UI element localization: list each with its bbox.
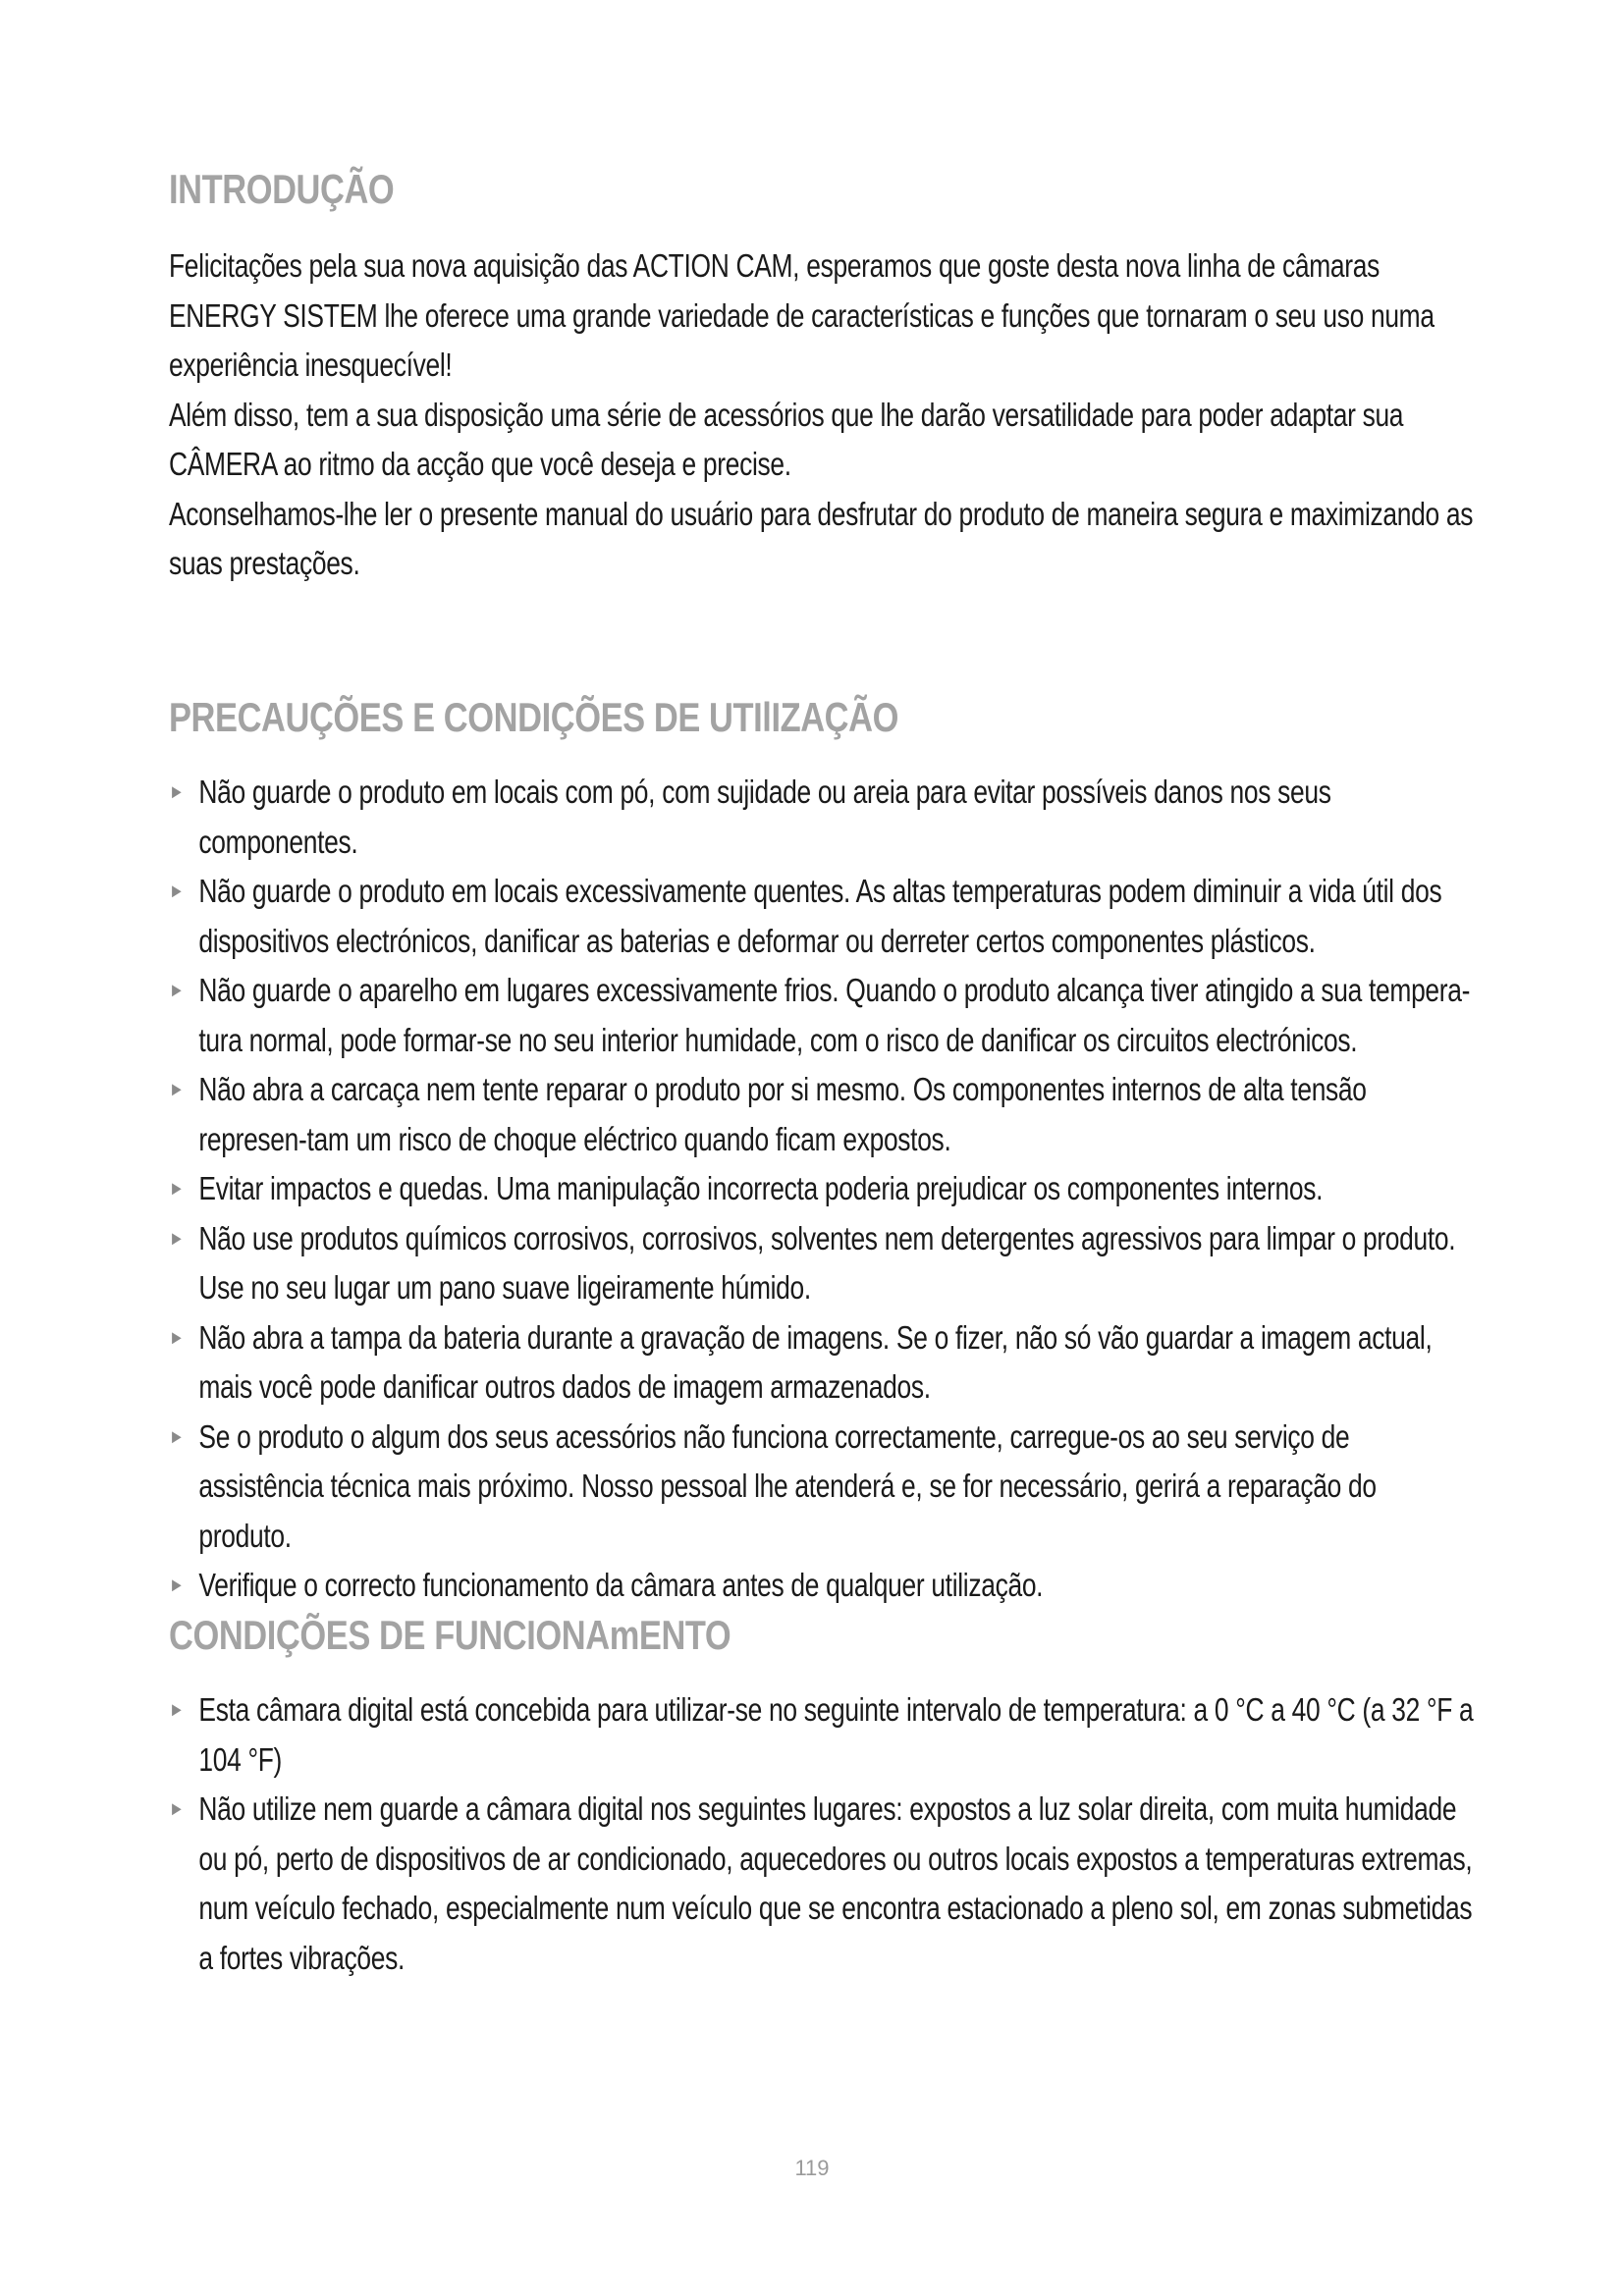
section-introduction xyxy=(169,167,1475,589)
bullet-triangle-icon: ► xyxy=(169,1699,185,1722)
bullet-triangle-icon: ► xyxy=(169,1079,185,1101)
operating-list xyxy=(169,1685,1475,1983)
list-item xyxy=(169,1785,1475,1983)
list-item xyxy=(169,1313,1475,1413)
list-item-text: Esta câmara digital está concebida para utilizar-se no seguinte intervalo de temperatura: a 0 °C a 40 °C (a 32 °F a 104 °F) xyxy=(198,1691,1474,1778)
list-item-text: Verifique o correcto funcionamento da câmara antes de qualquer utilização. xyxy=(198,1567,1044,1604)
list-item xyxy=(169,1164,1475,1214)
list-item-text: Não utilize nem guarde a câmara digital nos seguintes lugares: expostos a luz solar direita, com muita humidade ou pó, perto de dispositivos de ar condicionado, aquecedores ou outros locais expostos a temperaturas extremas, num veículo fechado, especialmente num veículo que se encontra estacionado a pleno sol, em zonas submetidas a fortes vibrações. xyxy=(198,1790,1473,1976)
bullet-triangle-icon: ► xyxy=(169,781,185,804)
precautions-list xyxy=(169,768,1475,1611)
section-title-operating: CONDIÇÕES DE FUNCIONAmENTO xyxy=(169,1612,731,1658)
list-item xyxy=(169,1413,1475,1562)
bullet-triangle-icon: ► xyxy=(169,1798,185,1821)
intro-paragraph: Felicitações pela sua nova aquisição das ACTION CAM, esperamos que goste desta nova linha de câmaras ENERGY SISTEM lhe oferece uma grande variedade de características e funções que tornaram o seu uso numa experiência inesquecível! xyxy=(169,247,1435,384)
list-item-text: Não guarde o produto em locais com pó, com sujidade ou areia para evitar possíveis danos nos seus componentes. xyxy=(198,774,1331,860)
list-item-text: Se o produto o algum dos seus acessórios não funciona correctamente, carregue-os ao seu serviço de assistência técnica mais próximo. Nosso pessoal lhe atenderá e, se for necessário, gerirá a reparação do produto. xyxy=(198,1417,1377,1554)
bullet-triangle-icon: ► xyxy=(169,881,185,903)
list-item-text: Evitar impactos e quedas. Uma manipulação incorrecta poderia prejudicar os componentes internos. xyxy=(198,1170,1324,1207)
list-item xyxy=(169,1561,1475,1611)
list-item-text: Não guarde o aparelho em lugares excessivamente frios. Quando o produto alcança tiver atingido a sua tempera-tura normal, pode formar-se no seu interior humidade, com o risco de danificar os circuitos electrónicos. xyxy=(198,972,1471,1058)
bullet-triangle-icon: ► xyxy=(169,1227,185,1250)
bullet-triangle-icon: ► xyxy=(169,1326,185,1349)
list-item xyxy=(169,867,1475,966)
precautions-body xyxy=(169,768,1475,1611)
bullet-triangle-icon: ► xyxy=(169,1575,185,1597)
list-item xyxy=(169,1214,1475,1313)
intro-body xyxy=(169,241,1475,589)
list-item xyxy=(169,768,1475,867)
list-item xyxy=(169,1685,1475,1785)
section-precautions xyxy=(169,695,1475,1611)
intro-paragraph: Aconselhamos-lhe ler o presente manual do usuário para desfrutar do produto de maneira segura e maximizando as suas prestações. xyxy=(169,495,1474,582)
list-item-text: Não abra a tampa da bateria durante a gravação de imagens. Se o fizer, não só vão guardar a imagem actual, mais você pode danificar outros dados de imagem armazenados. xyxy=(198,1318,1433,1406)
section-title-introduction: INTRODUÇÃO xyxy=(169,166,395,212)
bullet-triangle-icon: ► xyxy=(169,1178,185,1201)
list-item xyxy=(169,966,1475,1065)
page-number: 119 xyxy=(794,2156,830,2180)
bullet-triangle-icon: ► xyxy=(169,980,185,1002)
operating-body xyxy=(169,1685,1475,1983)
bullet-triangle-icon: ► xyxy=(169,1425,185,1448)
intro-paragraph: Além disso, tem a sua disposição uma série de acessórios que lhe darão versatilidade para poder adaptar sua CÂMERA ao ritmo da acção que você deseja e precise. xyxy=(169,396,1404,483)
section-operating-conditions xyxy=(169,1613,1475,1983)
list-item-text: Não use produtos químicos corrosivos, corrosivos, solventes nem detergentes agressivos para limpar o produto. Use no seu lugar um pano suave ligeiramente húmido. xyxy=(198,1219,1456,1307)
list-item-text: Não abra a carcaça nem tente reparar o produto por si mesmo. Os componentes internos de alta tensão represen-tam um risco de choque eléctrico quando ficam expostos. xyxy=(198,1071,1367,1157)
list-item-text: Não guarde o produto em locais excessivamente quentes. As altas temperaturas podem diminuir a vida útil dos dispositivos electrónicos, danificar as baterias e deformar ou derreter certos componentes plásticos. xyxy=(198,873,1442,959)
list-item xyxy=(169,1065,1475,1164)
section-title-precautions: PRECAUÇÕES E CONDIÇÕES DE UTIlIZAÇÃO xyxy=(169,694,898,740)
